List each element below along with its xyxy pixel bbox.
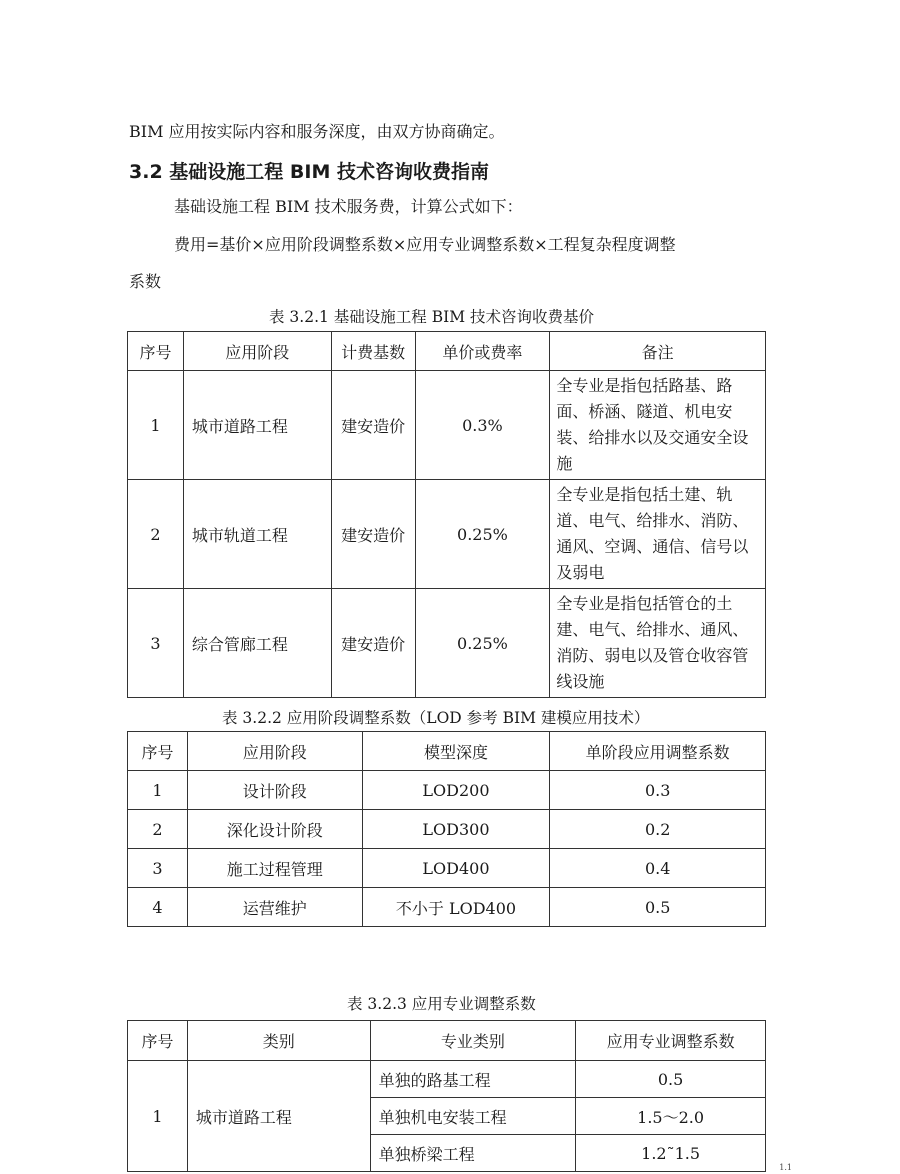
table3-header-row xyxy=(128,1021,766,1061)
table2-caption: 表 3.2.2 应用阶段调整系数（LOD 参考 BIM 建模应用技术） xyxy=(222,709,650,727)
row-spec: 单独的路基工程 xyxy=(370,1061,576,1098)
table2-header-no: 序号 xyxy=(128,732,188,771)
row-base: 建安造价 xyxy=(331,371,415,480)
row-no: 3 xyxy=(128,849,188,888)
row-no: 1 xyxy=(128,771,188,810)
row-coef: 1.2˜1.5 xyxy=(576,1135,766,1172)
page-mark: 1.1 xyxy=(779,1163,792,1172)
table2-header-lod: 模型深度 xyxy=(362,732,550,771)
table3-header-coef: 应用专业调整系数 xyxy=(576,1021,766,1061)
row-stage: 运营维护 xyxy=(187,888,362,927)
row-spec: 单独桥梁工程 xyxy=(370,1135,576,1172)
row-coef: 0.5 xyxy=(576,1061,766,1098)
formula-intro: 基础设施工程 BIM 技术服务费，计算公式如下： xyxy=(174,197,523,216)
stage-coefficient-table xyxy=(127,731,766,927)
row-rate: 0.3% xyxy=(415,371,550,480)
specialty-coefficient-table xyxy=(127,1020,766,1172)
table1-header-stage: 应用阶段 xyxy=(183,332,331,371)
row-coef: 0.3 xyxy=(550,771,766,810)
table1-header-row xyxy=(128,332,766,371)
base-price-table xyxy=(127,331,766,698)
table2-header-stage: 应用阶段 xyxy=(187,732,362,771)
row-lod: LOD400 xyxy=(362,849,550,888)
table1-caption: 表 3.2.1 基础设施工程 BIM 技术咨询收费基价 xyxy=(269,308,595,326)
formula-line-1: 费用=基价×应用阶段调整系数×应用专业调整系数×工程复杂程度调整 xyxy=(174,235,676,254)
table2-header-row xyxy=(128,732,766,771)
row-rate: 0.25% xyxy=(415,589,550,698)
row-lod: 不小于 LOD400 xyxy=(362,888,550,927)
table3-header-category: 类别 xyxy=(187,1021,370,1061)
row-no: 1 xyxy=(128,371,184,480)
row-stage: 城市道路工程 xyxy=(183,371,331,480)
group-no: 1 xyxy=(128,1061,188,1172)
table-row xyxy=(128,888,766,927)
intro-paragraph: BIM 应用按实际内容和服务深度，由双方协商确定。 xyxy=(129,122,505,141)
table3-caption: 表 3.2.3 应用专业调整系数 xyxy=(347,995,536,1013)
row-no: 4 xyxy=(128,888,188,927)
row-base: 建安造价 xyxy=(331,589,415,698)
table3-header-no: 序号 xyxy=(128,1021,188,1061)
row-base: 建安造价 xyxy=(331,480,415,589)
row-remark: 全专业是指包括土建、轨道、电气、给排水、消防、通风、空调、通信、信号以及弱电 xyxy=(550,480,766,589)
row-rate: 0.25% xyxy=(415,480,550,589)
section-heading: 3.2 基础设施工程 BIM 技术咨询收费指南 xyxy=(129,161,489,183)
row-remark: 全专业是指包括管仓的土建、电气、给排水、通风、消防、弱电以及管仓收容管线设施 xyxy=(550,589,766,698)
row-stage: 施工过程管理 xyxy=(187,849,362,888)
row-remark: 全专业是指包括路基、路面、桥涵、隧道、机电安装、给排水以及交通安全设施 xyxy=(550,371,766,480)
row-spec: 单独机电安装工程 xyxy=(370,1098,576,1135)
row-stage: 综合管廊工程 xyxy=(183,589,331,698)
row-lod: LOD300 xyxy=(362,810,550,849)
table-row xyxy=(128,589,766,698)
table-row xyxy=(128,849,766,888)
table1-header-no: 序号 xyxy=(128,332,184,371)
row-coef: 0.2 xyxy=(550,810,766,849)
table2-header-coef: 单阶段应用调整系数 xyxy=(550,732,766,771)
formula-line-2: 系数 xyxy=(129,272,162,291)
row-stage: 城市轨道工程 xyxy=(183,480,331,589)
table1-header-base: 计费基数 xyxy=(331,332,415,371)
table3-header-spec: 专业类别 xyxy=(370,1021,576,1061)
row-stage: 设计阶段 xyxy=(187,771,362,810)
table-row xyxy=(128,371,766,480)
table-row xyxy=(128,771,766,810)
row-lod: LOD200 xyxy=(362,771,550,810)
group-category: 城市道路工程 xyxy=(187,1061,370,1172)
row-no: 2 xyxy=(128,810,188,849)
table-row xyxy=(128,480,766,589)
table-row xyxy=(128,810,766,849)
row-stage: 深化设计阶段 xyxy=(187,810,362,849)
row-no: 3 xyxy=(128,589,184,698)
row-no: 2 xyxy=(128,480,184,589)
row-coef: 1.5～2.0 xyxy=(576,1098,766,1135)
row-coef: 0.4 xyxy=(550,849,766,888)
table1-header-remark: 备注 xyxy=(550,332,766,371)
table1-header-rate: 单价或费率 xyxy=(415,332,550,371)
table-row xyxy=(128,1061,766,1098)
row-coef: 0.5 xyxy=(550,888,766,927)
